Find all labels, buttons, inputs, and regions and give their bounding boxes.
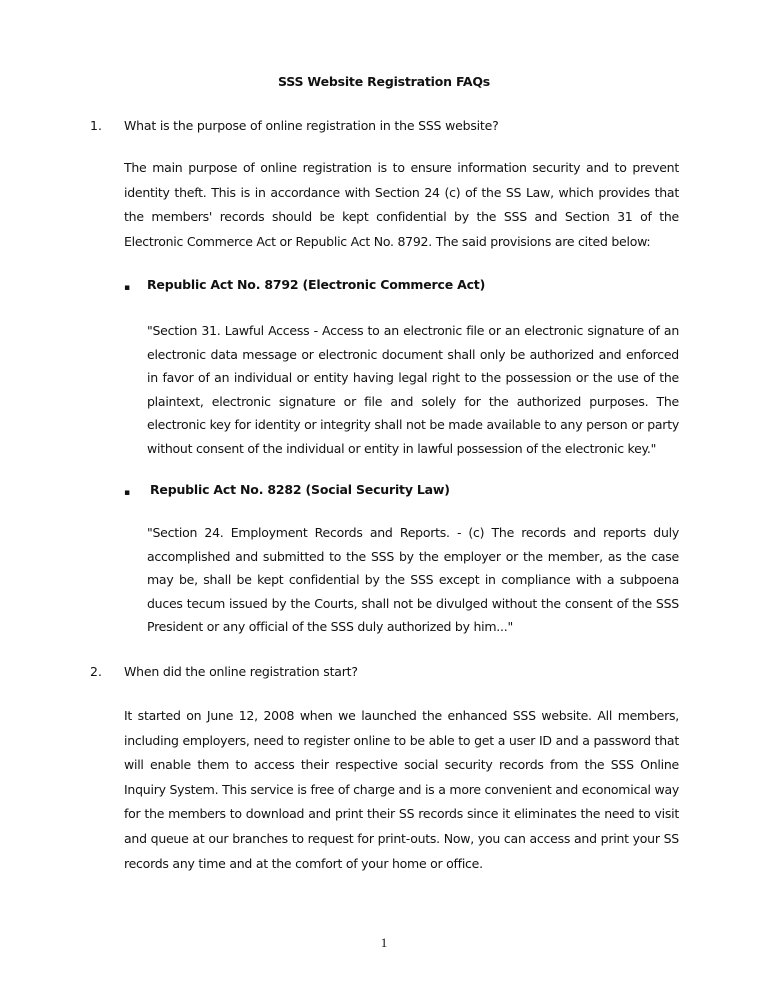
question-1-text: What is the purpose of online registration in the SSS website? — [124, 118, 499, 133]
law-1-title: Republic Act No. 8792 (Electronic Commerce Act) — [147, 277, 486, 292]
answer-2-paragraph: It started on June 12, 2008 when we launched the enhanced SSS website. All members, including employers, need to register online to be able to get a user ID and a password that will enable them to access their respective social security records from the SSS Online Inquiry System. This service is free of charge and is a more convenient and economical way for the members to download and print their SS records since it eliminates the need to visit and queue at our branches to request for print-outs. Now, you can access and print your SS records any time and at the comfort of your home or office. — [124, 708, 679, 871]
question-2-number: 2. — [90, 664, 102, 679]
law-1-bullet: ▪ — [124, 283, 131, 293]
question-1-number: 1. — [90, 118, 102, 133]
law-2-title: Republic Act No. 8282 (Social Security Law) — [150, 482, 450, 497]
answer-1-paragraph: The main purpose of online registration is to ensure information security and to prevent identity theft. This is in accordance with Section 24 (c) of the SS Law, which provides that the members' records should be kept confidential by the SSS and Section 31 of the Electronic Commerce Act or Republic Act No. 8792. The said provisions are cited below: — [124, 160, 679, 249]
law-2-quote: "Section 24. Employment Records and Reports. - (c) The records and reports duly accomplished and submitted to the SSS by the employer or the member, as the case may be, shall be kept confidential by the SSS except in compliance with a subpoena duces tecum issued by the Courts, shall not be divulged without the consent of the SSS President or any official of the SSS duly authorized by him..." — [147, 525, 679, 635]
question-2-text: When did the online registration start? — [124, 664, 358, 679]
law-2-bullet: ▪ — [124, 488, 131, 498]
law-1-quote: "Section 31. Lawful Access - Access to an electronic file or an electronic signature of an electronic data message or electronic document shall only be authorized and enforced in favor of an individual or entity having legal right to the possession or the use of the plaintext, electronic signature or file and solely for the authorized purposes. The electronic key for identity or integrity shall not be made available to any person or party without consent of the individual or entity in lawful possession of the electronic key." — [147, 323, 679, 456]
page-title: SSS Website Registration FAQs — [277, 74, 491, 89]
page-number: 1 — [380, 935, 388, 950]
